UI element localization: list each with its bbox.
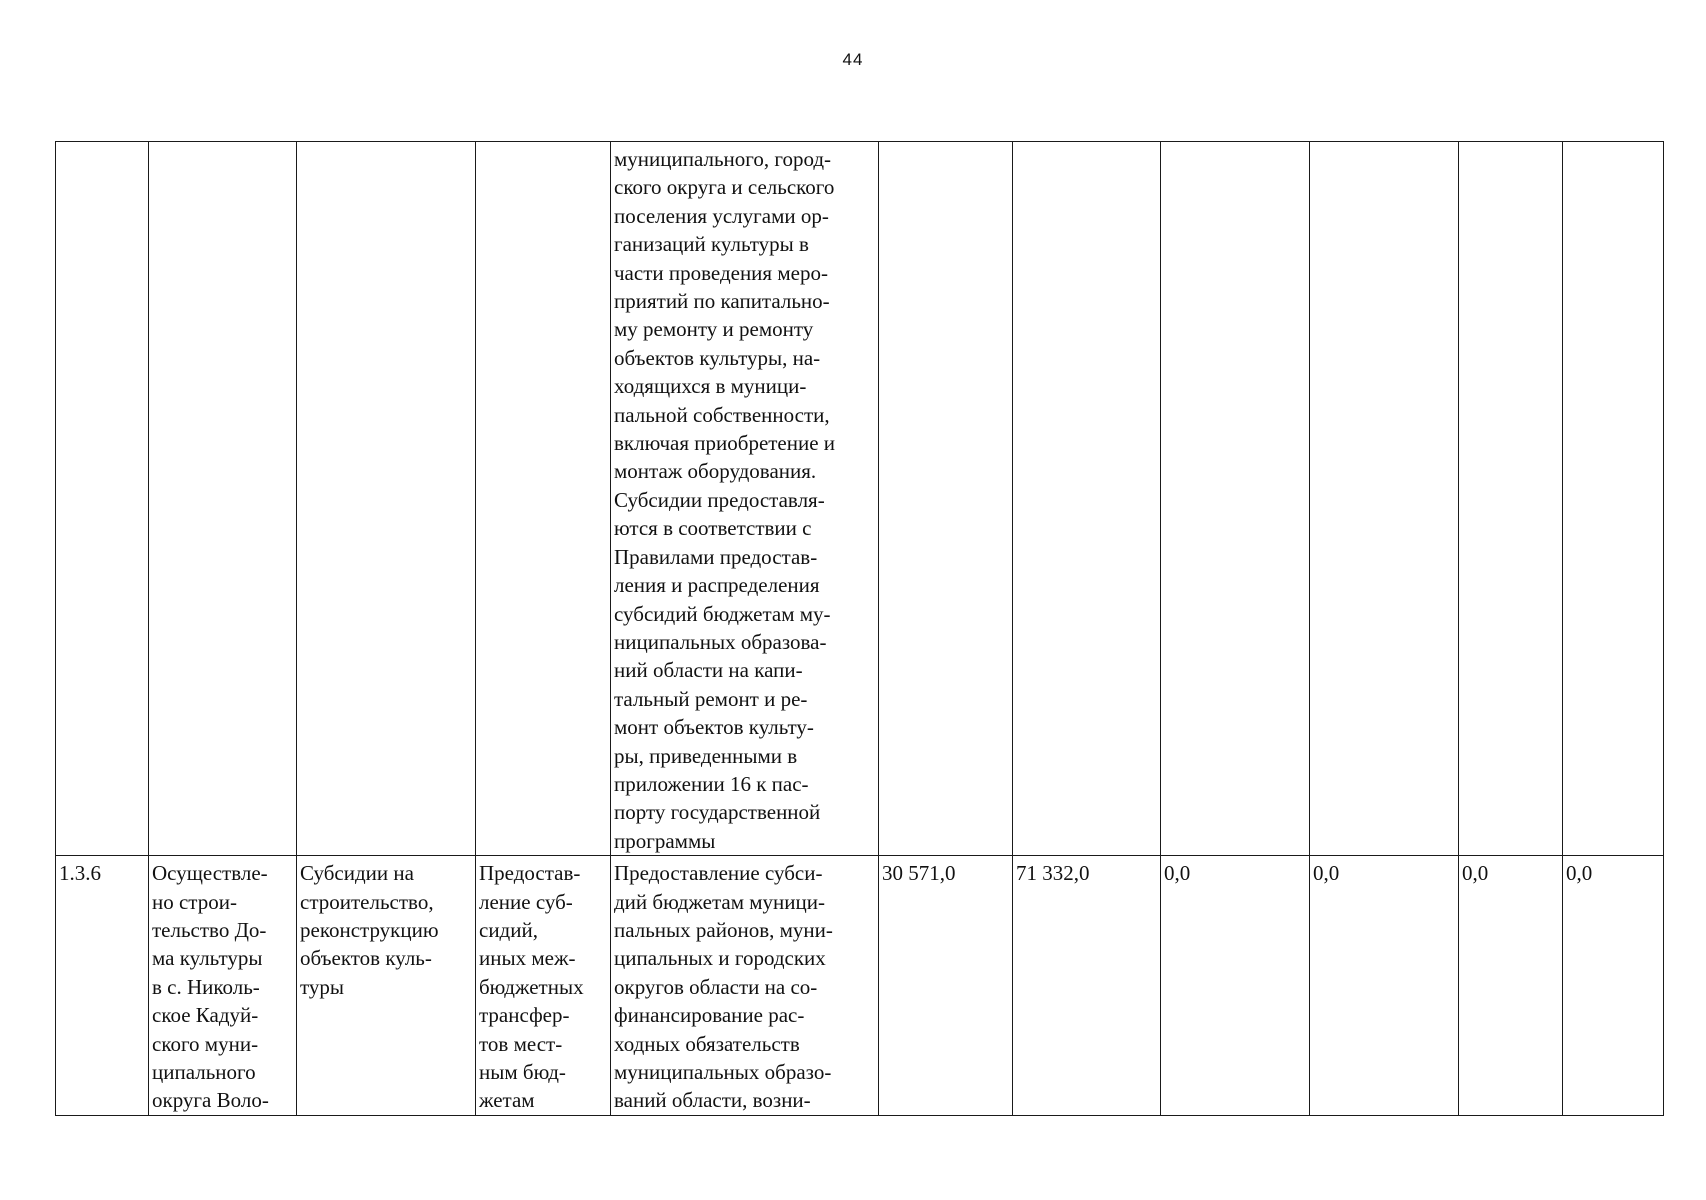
page-number: 44 bbox=[842, 50, 864, 69]
cell-amount-1: 30 571,0 bbox=[879, 856, 1013, 1116]
cell-amount-4 bbox=[1310, 142, 1459, 856]
cell-instrument: Предостав- ление суб- сидий, иных меж- бюджетных трансфер- тов мест- ным бюд- жетам bbox=[476, 856, 611, 1116]
cell-item-number: 1.3.6 bbox=[56, 856, 149, 1116]
cell-amount-4: 0,0 bbox=[1310, 856, 1459, 1116]
cell-measure-name bbox=[149, 142, 297, 856]
cell-amount-3: 0,0 bbox=[1161, 856, 1310, 1116]
table-row bbox=[56, 142, 1664, 856]
cell-subsidy-direction bbox=[297, 142, 476, 856]
cell-description: муниципального, город- ского округа и сельского поселения услугами ор- ганизаций культуры в части проведения меро- приятий по капитально- му ремонту и ремонту объектов культуры, на- ходящихся в муници- пальной собственности, включая приобретение и монтаж оборудования. Субсидии предоставля- ются в соответствии с Правилами предостав- ления и распределения субсидий бюджетам му- ниципальных образова- ний области на капи- тальный ремонт и ре- монт объектов культу- ры, приведенными в приложении 16 к пас- порту государственной программы bbox=[611, 142, 879, 856]
cell-amount-3 bbox=[1161, 142, 1310, 856]
budget-table bbox=[55, 141, 1664, 1116]
cell-item-number bbox=[56, 142, 149, 856]
cell-amount-5: 0,0 bbox=[1459, 856, 1563, 1116]
cell-amount-2 bbox=[1013, 142, 1161, 856]
cell-amount-1 bbox=[879, 142, 1013, 856]
cell-measure-name: Осуществле- но строи- тельство До- ма культуры в с. Николь- ское Кадуй- ского муни- ципального округа Воло- bbox=[149, 856, 297, 1116]
cell-amount-6 bbox=[1563, 142, 1664, 856]
cell-instrument bbox=[476, 142, 611, 856]
cell-amount-5 bbox=[1459, 142, 1563, 856]
cell-description: Предоставление субси- дий бюджетам муници- пальных районов, муни- ципальных и городских округов области на со- финансирование рас- ходных обязательств муниципальных образо- ваний области, возни- bbox=[611, 856, 879, 1116]
cell-amount-6: 0,0 bbox=[1563, 856, 1664, 1116]
cell-subsidy-direction: Субсидии на строительство, реконструкцию объектов куль- туры bbox=[297, 856, 476, 1116]
cell-amount-2: 71 332,0 bbox=[1013, 856, 1161, 1116]
table-row bbox=[56, 856, 1664, 1116]
